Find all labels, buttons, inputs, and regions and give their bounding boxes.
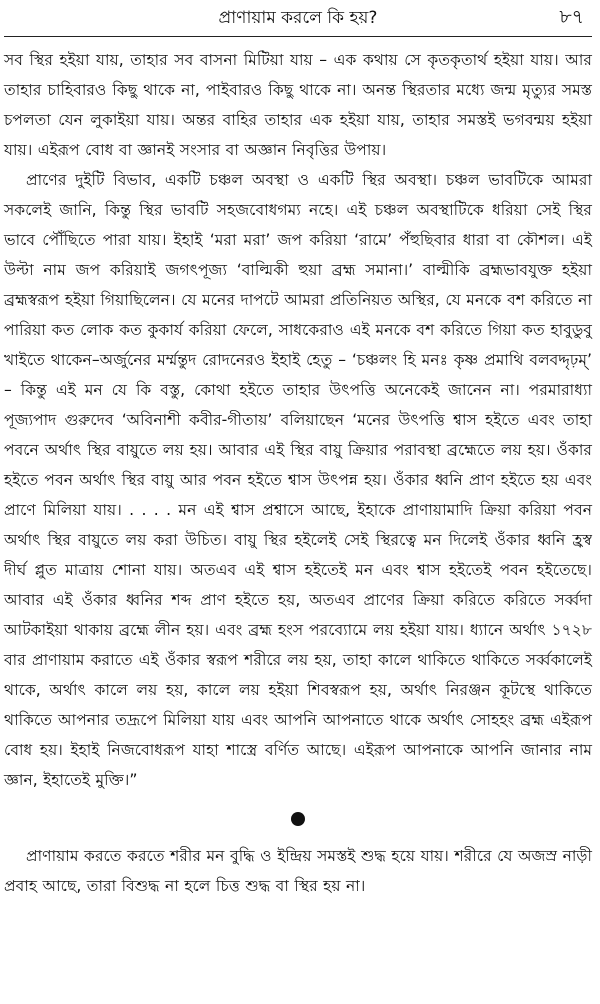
paragraph-new-section: প্রাণায়াম করতে করতে শরীর মন বুদ্ধি ও ইন্দ্রিয় সমস্তই শুদ্ধ হয়ে যায়। শরীরে যে অজস্র নাড়ী প্রবাহ আছে, তারা বিশুদ্ধ না হলে চিত্ত শুদ্ধ বা স্থির হয় না। <box>4 847 592 895</box>
paragraph-main: প্রাণের দুইটি বিভাব, একটি চঞ্চল অবস্থা ও একটি স্থির অবস্থা। চঞ্চল ভাবটিকে আমরা সকলেই জানি, কিন্তু স্থির ভাবটি সহজবোধগম্য নহে। এই চঞ্চল অবস্থাটিকে ধরিয়া সেই স্থির ভাবে পৌঁছিতে পারা যায়। ইহাই ‘মরা মরা’ জপ করিয়া ‘রামে’ পঁহুছিবার ধারা বা কৌশল। এই উল্টা নাম জপ করিয়াই জগৎপূজ্য ‘বাল্মিকী হুয়া ব্রহ্ম সমানা।’ বাল্মীকি ব্রহ্মভাবযুক্ত হইয়া ব্রহ্মস্বরূপ হইয়া গিয়াছিলেন। যে মনের দাপটে আমরা প্রতিনিয়ত অস্থির, যে মনকে বশ করিতে না পারিয়া কত লোক কত কুকার্য করিয়া ফেলে, সাধকেরাও এই মনকে বশ করিতে গিয়া কত হাবুডুবু খাইতে থাকেন–অর্জুনের মর্ম্মন্তুদ রোদনেরও ইহাই হেতু – ‘চঞ্চলং হি মনঃ কৃষ্ণ প্রমাথি বলবদ্দৃঢ়ম্’ – কিন্তু এই মন যে কি বস্তু, কোথা হইতে তাহার উৎপত্তি অনেকেই জানেন না। পরমারাধ্যা পূজ্যপাদ গুরুদেব ‘অবিনাশী কবীর-গীতায়’ বলিয়াছেন ‘মনের উৎপত্তি শ্বাস হইতে এবং তাহা পবনে অর্থাৎ স্থির বায়ুতে লয় হয়। আবার এই স্থির বায়ু ক্রিয়ার পরাবস্থা ব্রহ্মেতে লয় হয়। ওঁকার হইতে পবন অর্থাৎ স্থির বায়ু আর পবন হইতে শ্বাস উৎপন্ন হয়। ওঁকার ধ্বনি প্রাণ হইতে হয় এবং প্রাণে মিলিয়া যায়। . . . . মন এই শ্বাস প্রশ্বাসে আছে, ইহাকে প্রাণায়ামাদি ক্রিয়া করিয়া পবন অর্থাৎ স্থির বায়ুতে লয় করা উচিত। বায়ু স্থির হইলেই সেই স্থিরত্বে মন দিলেই ওঁকার ধ্বনি হ্রস্ব দীর্ঘ প্লুত মাত্রায় শোনা যায়। অতএব এই শ্বাস হইতেই মন এবং শ্বাস হইতেই পবন হইতেছে। আবার এই ওঁকার ধ্বনির শব্দ প্রাণ হইতে হয়, অতএব প্রাণের ক্রিয়া করিতে করিতে সর্ব্বদা আটকাইয়া থাকায় ব্রহ্মে লীন হয়। এবং ব্রহ্ম হংস পরব্যোমে লয় হইয়া যায়। ধ্যানে অর্থাৎ ১৭২৮ বার প্রাণায়াম করাতে এই ওঁকার স্বরূপ শরীরে লয় হয়, তাহা কালে থাকিতে থাকিতে সর্ব্বকালেই থাকে, অর্থাৎ কালে লয় হয়, কালে লয় হইয়া শিবস্বরূপ হয়, অর্থাৎ নিরঞ্জন কূটস্থে থাকিতে থাকিতে আপনার তদ্রূপে মিলিয়া যায় এবং আপনি আপনাতে থাকে অর্থাৎ সোহহং ব্রহ্ম এইরূপ বোধ হয়। ইহাই নিজবোধরূপ যাহা শাস্ত্রে বর্ণিত আছে। এইরূপ আপনাকে আপনি জানার নাম জ্ঞান, ইহাতেই মুক্তি।” <box>4 171 592 789</box>
page-number: ৮৭ <box>559 6 584 28</box>
paragraph-continuation: সব স্থির হইয়া যায়, তাহার সব বাসনা মিটিয়া যায় – এক কথায় সে কৃতকৃতার্থ হইয়া যায়। আর তাহার চাহিবারও কিছু থাকে না, পাইবারও কিছু থাকে না। অনন্ত স্থিরতার মধ্যে জন্ম মৃত্যুর সমস্ত চপলতা যেন লুকাইয়া যায়। অন্তর বাহির তাহার এক হইয়া যায়, তাহার সমস্তই ভগবন্ময় হইয়া যায়। এইরূপ বোধ বা জ্ঞানই সংসার বা অজ্ঞান নিবৃত্তির উপায়। <box>4 51 592 159</box>
bullet-icon <box>291 812 305 826</box>
section-separator <box>4 805 592 833</box>
running-title: প্রাণায়াম করলে কি হয়? <box>218 8 378 28</box>
running-header <box>4 0 592 37</box>
